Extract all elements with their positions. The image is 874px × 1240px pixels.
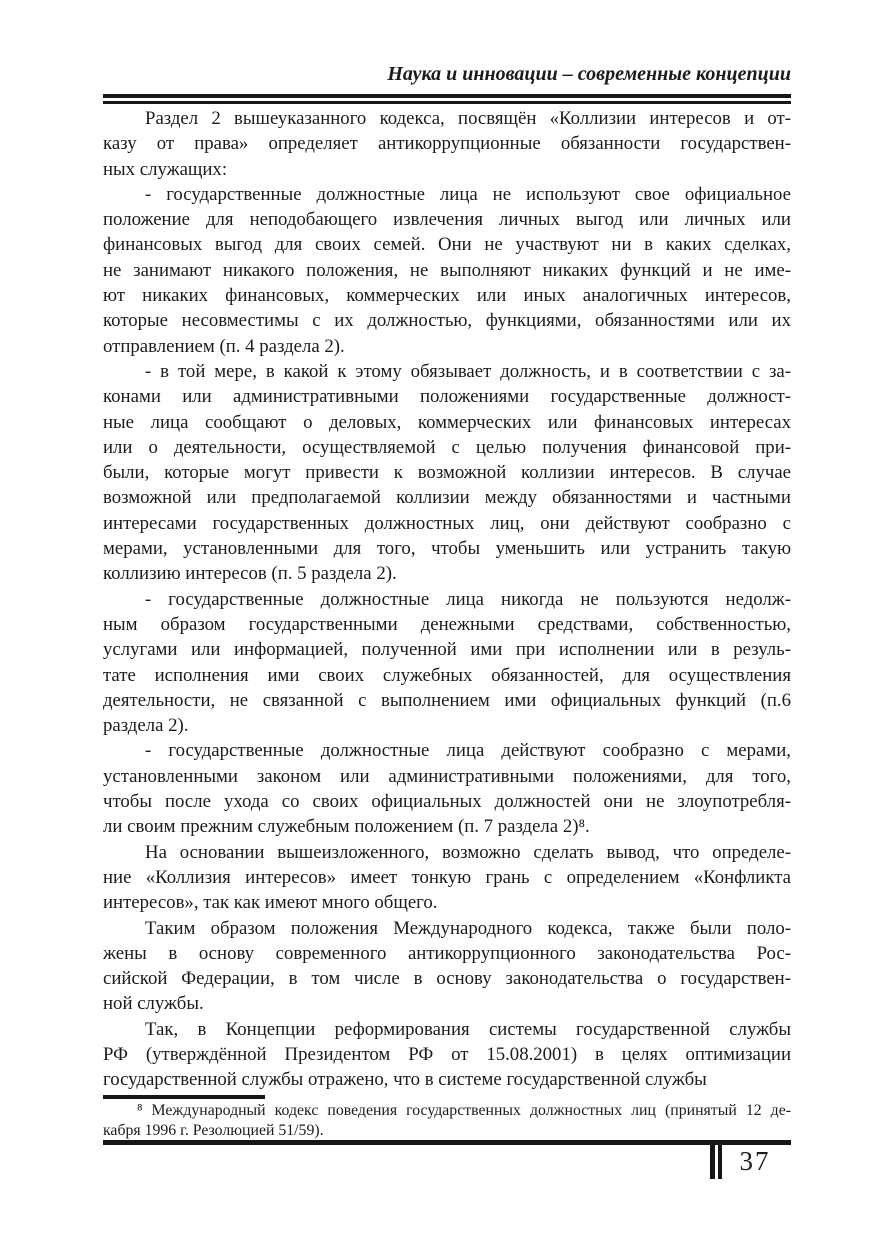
- text-line: Так, в Концепции реформирования системы государственной службы: [145, 1018, 791, 1040]
- text-line: которые несовместимы с их должностью, функциями, обязанностями или их: [103, 310, 791, 332]
- text-line: - государственные должностные лица никогда не пользуются недолж-: [145, 588, 791, 610]
- text-line: государственной службы отражено, что в системе государственной службы: [103, 1069, 707, 1091]
- paragraph: [103, 182, 791, 359]
- text-line: интересами государственных должностных лиц, они действуют сообразно с: [103, 512, 791, 534]
- text-line: кабря 1996 г. Резолюцией 51/59).: [103, 1122, 324, 1139]
- text-line: жены в основу современного антикоррупционного законодательства Рос-: [103, 942, 791, 964]
- text-line: отправлением (п. 4 раздела 2).: [103, 335, 345, 357]
- paragraph: [103, 840, 791, 916]
- text-line: - государственные должностные лица действуют сообразно с мерами,: [145, 740, 791, 762]
- text-line: тате исполнения ими своих служебных обязанностей, для осуществления: [103, 664, 791, 686]
- text-line: интересов», так как имеют много общего.: [103, 892, 438, 914]
- text-line: ют никаких финансовых, коммерческих или иных аналогичных интересов,: [103, 285, 791, 307]
- text-line: - государственные должностные лица не используют свое официальное: [145, 183, 791, 205]
- paragraph: [103, 106, 791, 182]
- text-line: были, которые могут привести к возможной коллизии интересов. В случае: [103, 462, 791, 484]
- text-line: РФ (утверждённой Президентом РФ от 15.08.2001) в целях оптимизации: [103, 1043, 791, 1065]
- text-line: услугами или информацией, полученной ими при исполнении или в резуль-: [103, 639, 791, 661]
- running-header-title: Наука и инновации – современные концепции: [387, 63, 791, 85]
- text-line: положение для неподобающего извлечения личных выгод или личных или: [103, 209, 791, 231]
- footer-rule: [103, 1140, 791, 1145]
- text-line: сийской Федерации, в том числе в основу законодательства о государствен-: [103, 968, 791, 990]
- text-line: ние «Коллизия интересов» имеет тонкую грань с определением «Конфликта: [103, 866, 791, 888]
- page-number: 37: [739, 1146, 771, 1176]
- text-line: мерами, установленными для того, чтобы уменьшить или устранить такую: [103, 538, 791, 560]
- text-line: финансовых выгод для своих семей. Они не участвуют ни в каких сделках,: [103, 234, 791, 256]
- paragraph: [103, 916, 791, 1017]
- text-line: - в той мере, в какой к этому обязывает должность, и в соответствии с за-: [145, 360, 791, 382]
- text-line: Раздел 2 вышеуказанного кодекса, посвящён «Коллизии интересов и от-: [145, 108, 791, 129]
- text-line: ных служащих:: [103, 158, 228, 180]
- text-line: ные лица сообщают о деловых, коммерческих или финансовых интересах: [103, 411, 791, 433]
- text-line: конами или административными положениями государственные должност-: [103, 386, 791, 408]
- footnote: [103, 1101, 791, 1141]
- header-double-rule: [103, 94, 791, 104]
- paragraph: [103, 1017, 791, 1093]
- text-line: На основании вышеизложенного, возможно сделать вывод, что определе-: [145, 841, 791, 863]
- page-number-double-bar: [710, 1140, 722, 1179]
- text-line: чтобы после ухода со своих официальных должностей они не злоупотребля-: [103, 791, 791, 813]
- text-line: возможной или предполагаемой коллизии между обязанностями и частными: [103, 487, 791, 509]
- paragraph: [103, 359, 791, 587]
- text-line: ным образом государственными денежными средствами, собственностью,: [103, 613, 791, 635]
- text-line: ной службы.: [103, 993, 204, 1015]
- paragraph: [103, 587, 791, 739]
- footnote-separator-rule: [103, 1095, 265, 1099]
- text-line: не занимают никакого положения, не выполняют никаких функций и не име-: [103, 259, 791, 281]
- text-line: казу от права» определяет антикоррупционные обязанности государствен-: [103, 133, 791, 155]
- text-line: ⁸ Международный кодекс поведения государственных должностных лиц (принятый 12 де-: [137, 1102, 791, 1119]
- paragraph: [103, 738, 791, 839]
- text-line: Таким образом положения Международного кодекса, также были поло-: [145, 917, 791, 939]
- text-line: или о деятельности, осуществляемой с целью получения финансовой при-: [103, 436, 791, 458]
- text-line: ли своим прежним служебным положением (п. 7 раздела 2)⁸.: [103, 816, 590, 838]
- text-line: деятельности, не связанной с выполнением ими официальных функций (п.6: [103, 689, 791, 711]
- text-line: установленными законом или административными положениями, для того,: [103, 765, 791, 787]
- body-text: [103, 106, 791, 1093]
- text-line: раздела 2).: [103, 715, 189, 737]
- text-line: коллизию интересов (п. 5 раздела 2).: [103, 563, 397, 585]
